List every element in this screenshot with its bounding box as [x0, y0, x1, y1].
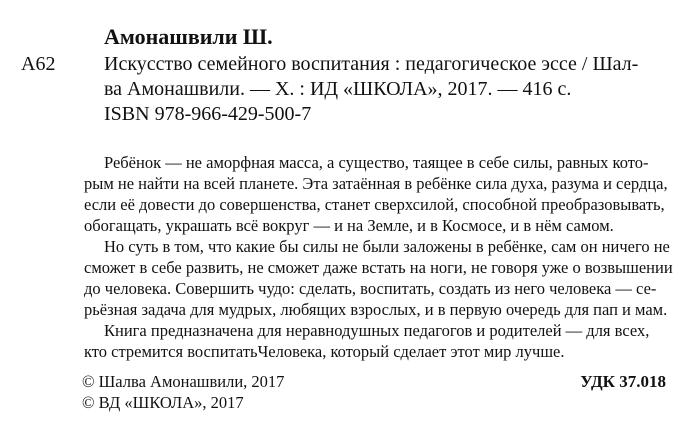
annotation-line: обогащать, украшать всё вокруг — и на Земле, и в Космосе, и в нём самом.	[84, 216, 614, 235]
author-name: Амонашвили Ш.	[104, 24, 273, 49]
annotation-line: Но суть в том, что какие бы силы не были заложены в ребёнке, сам он ничего не	[104, 237, 670, 256]
isbn: ISBN 978-966-429-500-7	[104, 103, 312, 125]
bibliographic-line-2: ва Амонашвили. — Х. : ИД «ШКОЛА», 2017. — 416 с.	[104, 78, 572, 100]
annotation-line: сможет в себе развить, не сможет даже встать на ноги, не говоря уже о возвышении	[84, 258, 673, 277]
udk-code: УДК 37.018	[580, 372, 666, 391]
annotation-line: Книга предназначена для неравнодушных педагогов и родителей — для всех,	[104, 321, 650, 340]
annotation-line: Ребёнок — не аморфная масса, а существо, таящее в себе силы, равных кото-	[104, 153, 649, 172]
bibliographic-line-1: Искусство семейного воспитания : педагогическое эссе / Шал-	[104, 53, 639, 75]
annotation-line: рьёзная задача для мудрых, любящих взрослых, и в первую очередь для пап и мам.	[84, 300, 668, 319]
library-code: А62	[21, 53, 56, 75]
annotation-line: если её довести до совершенства, станет сверхсилой, способной преобразовывать,	[84, 195, 665, 214]
annotation-line: до человека. Совершить чудо: сделать, воспитать, создать из него человека — се-	[84, 279, 657, 298]
annotation-line: кто стремится воспитатьЧеловека, который сделает этот мир лучше.	[84, 342, 565, 361]
copyright-publisher: © ВД «ШКОЛА», 2017	[82, 393, 244, 412]
annotation-line: рым не найти на всей планете. Эта затаённая в ребёнке сила духа, разума и сердца,	[84, 174, 668, 193]
copyright-author: © Шалва Амонашвили, 2017	[82, 372, 285, 391]
